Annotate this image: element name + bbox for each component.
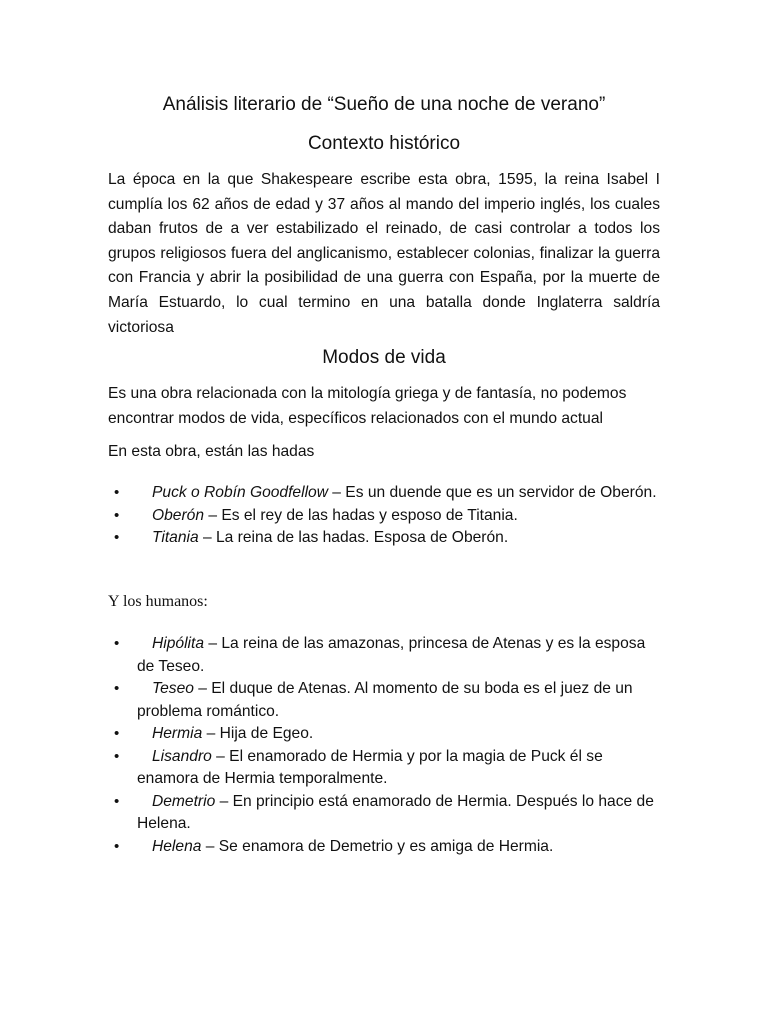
humans-list <box>0 633 657 858</box>
character-name: Hipólita <box>152 635 205 652</box>
character-name: Titania <box>152 529 199 546</box>
list-item <box>0 746 657 791</box>
bullet-icon: • <box>114 747 120 765</box>
character-name: Helena <box>152 837 202 855</box>
list-item <box>0 505 657 528</box>
character-name: Hermia <box>152 725 203 742</box>
character-name: Demetrio <box>152 792 216 810</box>
section-heading-context: Contexto histórico <box>307 133 461 154</box>
life-paragraph: Es una obra relacionada con la mitología griega y de fantasía, no podemos encontrar modos de vida, específicos relacionados con el mundo actual <box>108 385 627 427</box>
list-item <box>0 527 657 550</box>
list-item <box>0 836 657 859</box>
character-name: Oberón <box>152 506 205 524</box>
character-description: – El duque de Atenas. Al momento de su boda es el juez de un problema romántico. <box>137 680 633 720</box>
character-description: – En principio está enamorado de Hermia. Después lo hace de Helena. <box>137 792 654 832</box>
character-name: Lisandro <box>152 747 212 765</box>
character-description: – La reina de las hadas. Esposa de Oberón. <box>198 529 509 546</box>
character-description: – Es el rey de las hadas y esposo de Titania. <box>204 506 518 524</box>
bullet-icon: • <box>114 680 120 697</box>
list-item <box>0 633 657 678</box>
fairies-list <box>0 482 657 550</box>
list-item <box>0 482 657 505</box>
character-name: Teseo <box>152 680 194 697</box>
humans-intro: Y los humanos: <box>108 593 208 610</box>
list-item <box>0 723 657 746</box>
character-description: – El enamorado de Hermia y por la magia de Puck él se enamora de Hermia temporalmente. <box>137 747 603 787</box>
character-name: Puck o Robín Goodfellow <box>152 484 328 501</box>
character-description: – Se enamora de Demetrio y es amiga de Hermia. <box>201 837 554 855</box>
list-item <box>0 791 657 836</box>
section-heading-life: Modos de vida <box>322 347 446 368</box>
character-description: – La reina de las amazonas, princesa de Atenas y es la esposa de Teseo. <box>137 635 646 675</box>
bullet-icon: • <box>114 635 120 652</box>
bullet-icon: • <box>114 837 120 855</box>
bullet-icon: • <box>114 506 120 524</box>
fairies-intro: En esta obra, están las hadas <box>108 443 315 460</box>
bullet-icon: • <box>114 725 120 742</box>
document-title: Análisis literario de “Sueño de una noche de verano” <box>162 94 606 115</box>
context-paragraph: La época en la que Shakespeare escribe esta obra, 1595, la reina Isabel I cumplía los 62 años de edad y 37 años al mando del imperio inglés, los cuales daban frutos de a ver estabilizado el reinado, de casi controlar a todos los grupos religiosos fuera del anglicanismo, establecer colonias, finalizar la guerra con Francia y abrir la posibilidad de una guerra con España, por la muerte de María Estuardo, lo cual termino en una batalla donde Inglaterra saldría victoriosa <box>108 171 660 336</box>
character-description: – Es un duende que es un servidor de Oberón. <box>327 484 657 501</box>
bullet-icon: • <box>114 484 120 501</box>
list-item <box>0 678 657 723</box>
bullet-icon: • <box>114 792 120 810</box>
character-description: – Hija de Egeo. <box>202 725 314 742</box>
bullet-icon: • <box>114 529 120 546</box>
